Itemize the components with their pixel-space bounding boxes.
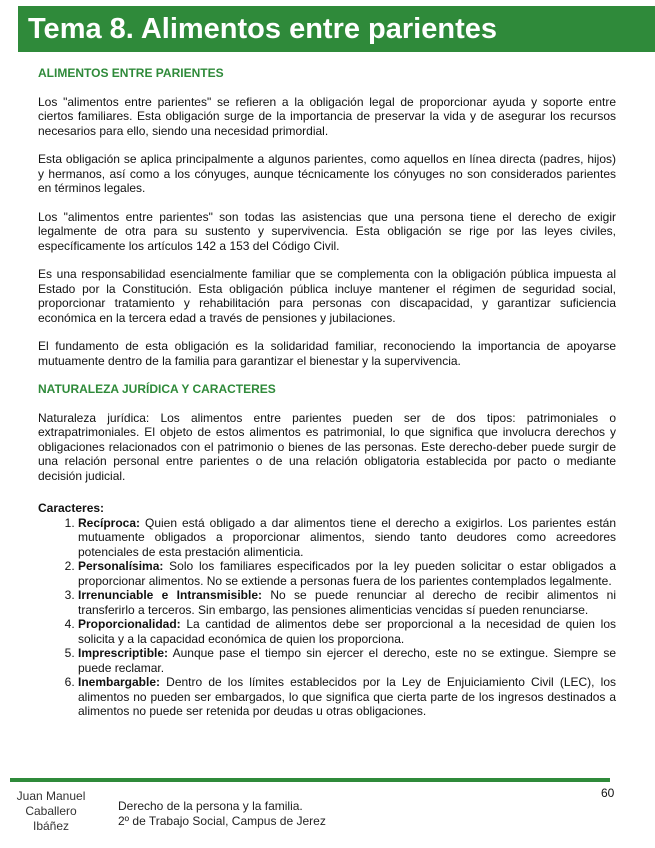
list-item-term: Irrenunciable e Intransmisible: [78,588,263,602]
paragraph: Naturaleza jurídica: Los alimentos entre parientes pueden ser de dos tipos: patrimoniales o extrapatrimoniales. El objeto de estos alimentos es patrimonial, lo que significa que involucra derechos y obligaciones relacionados con el patrimonio o bienes de las personas. Este derecho-deber puede surgir de una relación personal entre parientes o de una relación obligatoria establecida por pacto o mediante decisión judicial. [38,410,616,483]
list-item-term: Imprescriptible: [78,646,169,660]
author-line: Juan Manuel [16,789,86,803]
paragraph: El fundamento de esta obligación es la solidaridad familiar, reconociendo la importancia de apoyarse mutuamente dentro de la familia para garantizar el bienestar y la supervivencia. [38,339,616,368]
list-item [78,617,616,646]
list-item-text: Solo los familiares especificados por la ley pueden solicitar o estar obligados a proporcionar alimentos. No se extiende a personas fuera de los parientes contemplados legalmente. [78,559,616,588]
list-item-text: No se puede renunciar al derecho de recibir alimentos ni transferirlo a terceros. Sin embargo, las pensiones alimenticias vencidas sí pueden renunciarse. [78,588,616,617]
paragraph: Esta obligación se aplica principalmente a algunos parientes, como aquellos en línea directa (padres, hijos) y hermanos, así como a los cónyuges, aunque técnicamente los cónyuges no son considerados parientes en términos legales. [38,152,616,195]
list-item [78,675,616,719]
list-item [78,559,616,588]
course-line: Derecho de la persona y la familia. [118,799,303,813]
footer-divider [10,778,610,782]
author [14,789,88,834]
caracteres-list [38,516,616,719]
paragraph: Los "alimentos entre parientes" son todas las asistencias que una persona tiene el derecho de exigir legalmente de otra para su sustento y supervivencia. Esta obligación se rige por las leyes civiles, específicamente los artículos 142 a 153 del Código Civil. [38,209,616,253]
page-title: Tema 8. Alimentos entre parientes [18,6,655,52]
list-item-term: Proporcionalidad: [78,617,181,631]
author-line: Ibáñez [32,819,70,833]
list-item-text: Aunque pase el tiempo sin ejercer el derecho, este no se extingue. Siempre se puede reclamar. [78,646,616,675]
paragraph: Es una responsabilidad esencialmente familiar que se complementa con la obligación pública impuesta al Estado por la Constitución. Esta obligación pública incluye mantener el régimen de seguridad social, proporcionar tratamiento y rehabilitación para personas con discapacidad, y garantizar suficiencia económica en la tercera edad a través de pensiones y jubilaciones. [38,267,616,325]
list-item [78,516,616,560]
list-item-term: Recíproca: [78,515,141,530]
section-heading-alimentos: ALIMENTOS ENTRE PARIENTES [38,66,224,80]
course-line: 2º de Trabajo Social, Campus de Jerez [118,814,326,828]
course-info [118,799,326,829]
list-item-text: Dentro de los límites establecidos por la Ley de Enjuiciamiento Civil (LEC), los alimentos no pueden ser embargados, lo que significa que cierta parte de los ingresos destinados a alimentos no puede ser retenida por deudas u otras obligaciones. [78,675,616,718]
caracteres-title: Caracteres: [38,501,105,515]
list-item [78,588,616,617]
section-heading-naturaleza: NATURALEZA JURÍDICA Y CARACTERES [38,382,276,396]
list-item-text: La cantidad de alimentos debe ser proporcional a la necesidad de quien los solicita y a la capacidad económica de quien los proporciona. [78,617,616,646]
list-item-text: Quien está obligado a dar alimentos tiene el derecho a exigirlos. Los parientes están mutuamente obligados a proporcionar alimentos, siendo tanto deudores como acreedores potenciales de esta prestación alimenticia. [78,515,616,559]
author-line: Caballero [25,804,77,818]
page-number: 60 [601,786,615,800]
list-item-term: Inembargable: [78,675,161,689]
paragraph: Los "alimentos entre parientes" se refieren a la obligación legal de proporcionar ayuda y soporte entre ciertos familiares. Esta obligación surge de la importancia de preservar la vida y de asegurar los recursos necesarios para ello, siendo una necesidad primordial. [38,94,616,138]
list-item-term: Personalísima: [78,559,164,573]
document-body [38,66,616,719]
list-item [78,646,616,675]
